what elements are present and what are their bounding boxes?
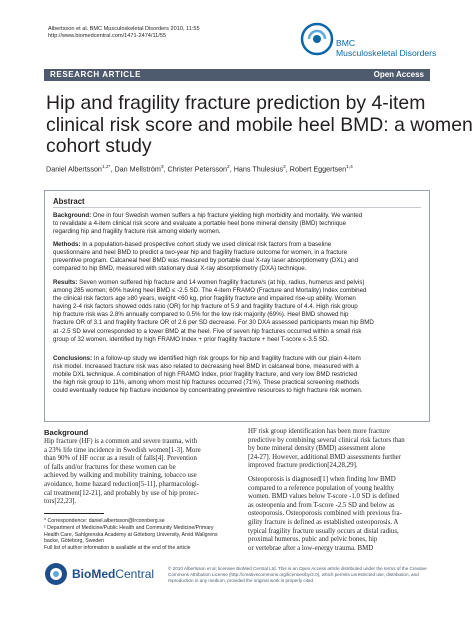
article-type-banner xyxy=(44,69,430,81)
body-line: than 90% of HF occur as a result of falls[4]. Prevention xyxy=(44,455,197,463)
bmc-journal-logo xyxy=(300,22,437,62)
background-heading: Background xyxy=(44,428,89,437)
conclusions-label: Conclusions: xyxy=(53,355,93,362)
abstract-line: preventive program. Calcaneal heel BMD was measured by portable dual X-ray laser absorptiometry (DXL) and xyxy=(53,257,359,265)
abstract-line: among 285 women; 60% having heel BMD ≤ -2.5 SD. The 4-item FRAMO (Fracture and Mortality) Index combined xyxy=(53,287,367,295)
abstract-line: compared to hip BMD, measured with stationary dual X-ray absorptiometry (DXA) technique. xyxy=(53,265,307,273)
article-title xyxy=(46,92,473,158)
abstract-line: group of 32 women, identified by high FRAMO Index + prior fragility fracture + heel T-score ≤-3.5 SD. xyxy=(53,335,330,343)
author-name: Christer Petersson xyxy=(167,164,228,174)
body-line: predictive by combining several clinical risk factors than xyxy=(248,436,405,444)
abstract-line: to revalidate a 4-item clinical risk score and evaluate a portable heel bone mineral density (BMD) technique xyxy=(53,220,347,228)
abstract-line: the clinical risk factors age ≥80 years, weight <60 kg, prior fragility fracture and impaired rise-up ability. Women xyxy=(53,295,356,303)
title-line: Hip and fragility fracture prediction by 4-item xyxy=(46,92,426,114)
title-line: clinical risk score and mobile heel BMD: a women xyxy=(46,113,473,136)
author-affiliation-marker: 2 xyxy=(283,165,286,170)
author-affiliation-marker: 2 xyxy=(227,165,230,170)
body-line: a 23% life time incidence in Swedish women[1-3]. More xyxy=(44,446,201,454)
abstract-conclusions xyxy=(53,355,419,395)
author-name: Daniel Albertsson xyxy=(46,164,102,174)
body-line: proximal humerus, pubic and pelvic bones, hip xyxy=(248,536,378,544)
license-notice xyxy=(168,566,436,584)
background-label: Background: xyxy=(53,212,92,219)
license-line: reproduction in any medium, provided the original work is properly cited. xyxy=(168,578,315,583)
body-line: of falls and/or fractures for these women can be xyxy=(44,463,176,471)
body-line: Osteoporosis is diagnosed[1] when finding low BMD xyxy=(248,475,396,483)
biomed-logo-icon xyxy=(44,562,68,586)
abstract-line: mobile DXL technique. A combination of high FRAMO Index, prior fragility fracture, and very low BMD restricted xyxy=(53,371,358,379)
header-citation-block xyxy=(48,26,200,41)
publisher-name-normal: Central xyxy=(115,567,155,581)
abstract-line: at -2.5 SD level corresponded to a lower BMD at the heel. Five of seven hip fractures occurred within a small risk xyxy=(53,327,362,335)
abstract-results xyxy=(53,279,419,344)
body-line: Hip fracture (HF) is a common and severe trauma, with xyxy=(44,438,198,445)
body-line: tors[22,23]. xyxy=(44,498,77,506)
abstract-line: Seven women suffered hip fracture and 14 women fragility fracture/s (at hip, radius, humerus and pelvis) xyxy=(77,279,365,286)
license-line: © 2010 Albertsson et al; licensee BioMed Central Ltd. This is an Open Access article distributed under the terms of the Creative xyxy=(168,566,427,571)
abstract-line: One in four Swedish women suffers a hip fracture yielding high morbidity and mortality. We wanted xyxy=(91,212,363,219)
body-line: as osteopenia and from T-score -2.5 SD and below as xyxy=(248,501,395,509)
footnote-block xyxy=(44,518,232,552)
author-affiliation-marker: 1,4 xyxy=(346,165,353,170)
abstract-heading: Abstract xyxy=(53,197,85,206)
body-line: HF risk group identification has been more fracture xyxy=(248,428,390,435)
body-line: typical fragility fracture usually occurs at distal radius, xyxy=(248,527,399,535)
author-name: Hans Thulesius xyxy=(233,164,284,174)
body-line: compared to a reference population of young healthy xyxy=(248,484,394,492)
abstract-line: questionnaire and heel BMD to predict a two-year hip and fragility fracture outcome for women, in a fracture xyxy=(53,249,348,257)
author-affiliation-marker: 1,2* xyxy=(101,165,111,170)
body-line: gility fracture is defined as established osteoporosis. A xyxy=(248,518,399,526)
body-line: avoidance, home hazard reduction[5-11], pharmacologi- xyxy=(44,480,200,488)
title-line: cohort study xyxy=(46,135,152,157)
open-access-label: Open Access xyxy=(373,70,424,79)
author-list: Daniel Albertsson$^{1,2*}$, Dan Mellström$^3$, Christer Petersson$^2$, Hans Thulesius$^2$, Robert Eggertsen$^{1,4}$ xyxy=(46,164,353,174)
author-name: Dan Mellström xyxy=(114,164,161,174)
background-section xyxy=(44,428,232,507)
results-label: Results: xyxy=(53,279,78,286)
abstract-background xyxy=(53,212,419,236)
abstract-line: the high risk group to 11%, among whom most hip fractures occurred (71%). These practical screening methods xyxy=(53,379,360,387)
body-line: cal treatment[12-21], and probably by use of hip protec- xyxy=(44,489,199,497)
paragraph-risk-identification xyxy=(248,428,436,471)
license-line: Commons Attribution License (http://creativecommons.org/licenses/by/2.0), which permits unrestricted use, distribution, and xyxy=(168,572,419,577)
background-paragraph xyxy=(44,438,232,507)
abstract-line: In a population-based prospective cohort study we used clinical risk factors from a baseline xyxy=(80,241,332,248)
abstract-divider xyxy=(53,207,421,208)
methods-label: Methods: xyxy=(53,241,81,248)
article-type-label: RESEARCH ARTICLE xyxy=(50,70,142,79)
abstract-line: risk model. Increased fracture risk was also related to decreasing heel BMD in calcaneal bone, measured with a xyxy=(53,363,359,371)
body-line: women. BMD values below T-score -1.0 SD is defined xyxy=(248,493,400,501)
article-url-link[interactable]: http://www.biomedcentral.com/1471-2474/11/55 xyxy=(48,33,167,40)
footnote-line: backe, Göteborg, Sweden xyxy=(44,538,104,545)
citation-text: Albertsson et al. BMC Musculoskeletal Disorders 2010, 11:55 xyxy=(48,26,200,32)
author-affiliation-marker: 3 xyxy=(160,165,164,170)
body-line: achieved by walking and mobility training, tobacco use xyxy=(44,472,197,480)
author-name: Robert Eggertsen xyxy=(289,164,347,174)
abstract-line: regarding hip and fragility fracture risk among elderly women. xyxy=(53,228,221,236)
abstract-box xyxy=(44,190,430,422)
body-line: [24-27]. However, additional BMD assessments further xyxy=(248,453,402,461)
publisher-name-bold: BioMed xyxy=(72,567,116,581)
footnote-line: ¹ Department of Medicine/Public Health and Community Medicine/Primary xyxy=(44,524,214,531)
footnote-line: Health Care, Sahlgrenska Academy at Göteborg University, Arvid Wallgrens xyxy=(44,531,218,538)
right-column-text xyxy=(248,428,436,553)
footnote-line: Full list of author information is available at the end of the article xyxy=(44,545,191,552)
bmc-logo-label: BMC xyxy=(336,38,356,48)
paragraph-osteoporosis xyxy=(248,476,436,553)
body-line: or vertebrae after a low-energy trauma. BMD xyxy=(248,544,374,552)
abstract-line: could eventually reduce hip fracture incidence by concentrating preventive resources to high fracture risk women. xyxy=(53,387,363,395)
journal-name-label: Musculoskeletal Disorders xyxy=(336,48,437,58)
body-line: by bone mineral density (BMD) assessment alone xyxy=(248,445,386,453)
body-line: osteoporosis. Osteoporosis combined with previous fra- xyxy=(248,510,402,518)
abstract-methods xyxy=(53,241,419,273)
body-line: improved fracture prediction[24,28,29]. xyxy=(248,462,358,470)
abstract-line: having 2-4 risk factors showed odds ratio (OR) for hip fracture of 5.9 and fragility fracture of 4.4. High risk group xyxy=(53,303,358,311)
bmc-logo-icon xyxy=(300,22,334,56)
abstract-line: hip fracture risk was 2.8% annually compared to 0.5% for the low risk majority (69%). Heel BMD showed hip xyxy=(53,311,349,319)
abstract-line: fracture OR of 3.1 and fragility fracture OR of 2.6 per SD decrease. For 30 DXA assessed participants mean hip BMD xyxy=(53,319,374,327)
abstract-line: In a follow-up study we identified high risk groups for hip and fragility fracture with our plain 4-item xyxy=(92,355,361,362)
footnote-divider xyxy=(44,513,104,514)
correspondence-email-link[interactable]: * Correspondence: daniel.albertsson@lrconnberg.se xyxy=(44,518,165,524)
biomed-central-logo xyxy=(44,562,155,588)
